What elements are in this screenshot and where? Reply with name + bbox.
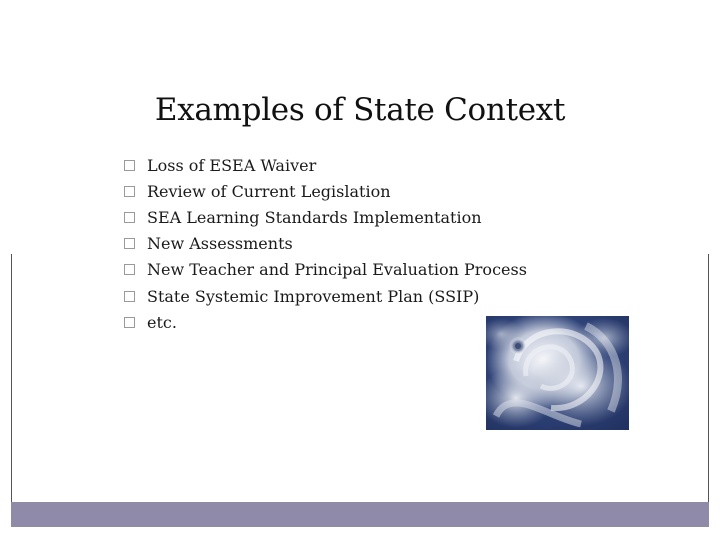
bullet-text: SEA Learning Standards Implementation [147,207,482,227]
bullet-text: State Systemic Improvement Plan (SSIP) [147,286,480,306]
bullet-item [124,257,527,283]
checkbox-bullet-icon [124,264,135,275]
bullet-text: Review of Current Legislation [147,181,391,201]
checkbox-bullet-icon [124,160,135,171]
bullet-list [124,152,527,335]
checkbox-bullet-icon [124,291,135,302]
slide-title: Examples of State Context [154,92,566,128]
hurricane-icon [486,316,629,430]
bullet-text: New Teacher and Principal Evaluation Process [147,260,527,280]
bullet-item [124,152,527,178]
bullet-item [124,178,527,204]
footer-bar [11,502,709,527]
bullet-text: etc. [147,312,177,332]
bullet-item [124,204,527,230]
bullet-item [124,309,527,335]
bullet-item [124,231,527,257]
slide-frame-right [708,254,709,502]
checkbox-bullet-icon [124,212,135,223]
bullet-text: New Assessments [147,234,293,254]
hurricane-satellite-image [486,316,629,430]
checkbox-bullet-icon [124,238,135,249]
slide-frame-left [11,254,12,502]
checkbox-bullet-icon [124,317,135,328]
bullet-item [124,283,527,309]
checkbox-bullet-icon [124,186,135,197]
bullet-text: Loss of ESEA Waiver [147,155,317,175]
